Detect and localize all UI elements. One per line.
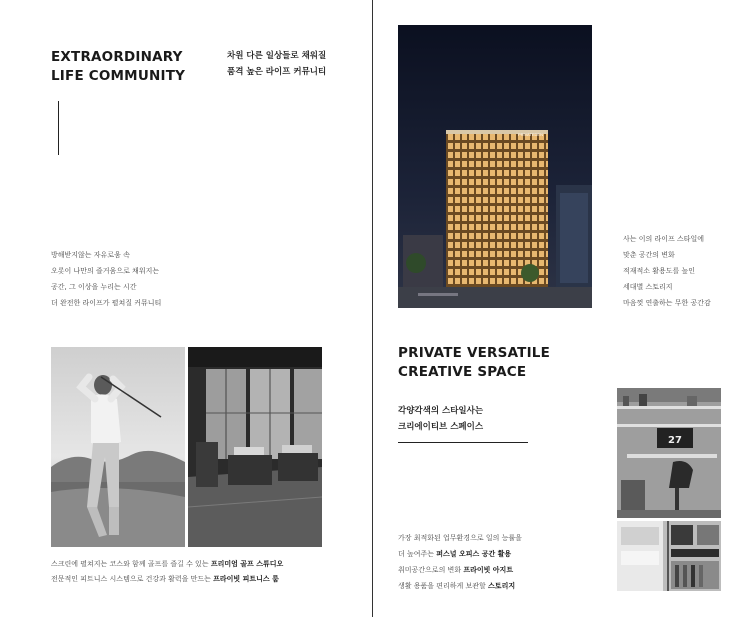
desc-line-2-text: 더 높여주는 [398,550,437,558]
desc-line-2-highlight: 퍼스널 오피스 공간 활용 [436,550,512,558]
left-subheading-line-1: 차원 다른 일상들로 채워질 [227,51,327,61]
left-heading-line-2: LIFE COMMUNITY [51,68,186,84]
fitness-caption-highlight: 프라이빗 피트니스 룸 [213,575,279,583]
right-heading [398,344,550,382]
desc-line-3-highlight: 프라이빗 아지트 [463,566,514,574]
right-horizontal-accent [398,442,528,443]
office-interior-photo [617,388,721,518]
golf-caption-highlight: 프리미엄 골프 스튜디오 [210,560,284,568]
desc-line-1 [398,530,522,546]
desc-line-4-highlight: 스토리지 [488,582,516,590]
left-heading [51,48,185,86]
left-heading-line-1: EXTRAORDINARY [51,49,183,65]
building-sign: PRIVATEDEN [518,132,543,137]
desc-line-4 [398,578,522,594]
right-side-text [623,231,711,311]
right-subheading-line-1: 각양각색의 스타일사는 [398,406,484,416]
desc-line-3 [398,562,522,578]
clock-display: 27 [668,435,682,446]
fitness-caption-text: 전문적인 피트니스 시스템으로 건강과 활력을 만드는 [51,575,214,583]
building-night-photo [398,25,592,308]
side-line-5: 마음껏 연출하는 무한 공간감 [623,299,711,307]
left-subheading-line-2: 품격 높은 라이프 커뮤니티 [227,67,327,77]
desc-line-3-text: 취미공간으로의 변화 [398,566,464,574]
right-subheading [398,403,483,435]
right-subheading-line-2: 크리에이티브 스페이스 [398,422,484,432]
left-vertical-accent [58,101,59,155]
golf-caption [51,556,283,572]
golf-caption-text: 스크린에 펼쳐지는 코스와 함께 골프를 즐길 수 있는 [51,560,211,568]
side-line-2: 맞춘 공간의 변화 [623,251,675,259]
desc-line-4-text: 생활 용품을 편리하게 보관할 [398,582,489,590]
side-line-1: 사는 이의 라이프 스타일에 [623,235,705,243]
storage-photo [617,521,721,591]
center-divider [372,0,373,617]
desc-line-1-text: 가장 최적화된 업무환경으로 일의 능률을 [398,534,522,542]
desc-line-2 [398,546,522,562]
intro-line-3: 공간, 그 이상을 누리는 시간 [51,283,137,291]
intro-line-2: 오롯이 나만의 즐거움으로 채워지는 [51,267,160,275]
right-description [398,530,522,594]
intro-line-4: 더 완전한 라이프가 펼쳐질 커뮤니티 [51,299,162,307]
right-heading-line-1: PRIVATE VERSATILE [398,345,551,361]
golf-photo [51,347,185,547]
intro-line-1: 방해받지않는 자유로움 속 [51,251,130,259]
left-intro [51,247,161,311]
side-line-3: 적재적소 활용도를 높인 [623,267,696,275]
right-heading-line-2: CREATIVE SPACE [398,364,527,380]
left-subheading [227,48,326,80]
fitness-caption [51,571,279,587]
gym-photo [188,347,322,547]
side-line-4: 세대별 스토리지 [623,283,673,291]
